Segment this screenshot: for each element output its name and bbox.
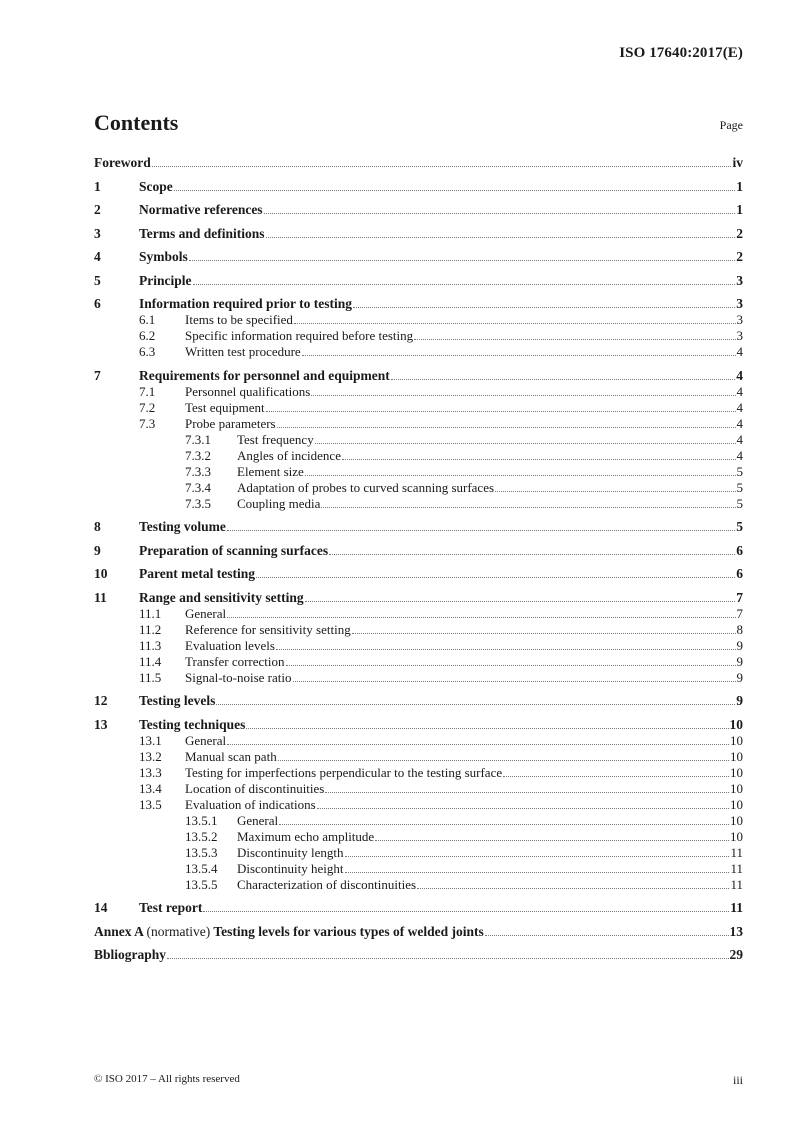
- toc-entry-page: 3: [736, 272, 743, 288]
- toc-entry[interactable]: [94, 179, 743, 195]
- toc-entry-page: 8: [736, 621, 743, 637]
- toc-entry-title: Parent metal testing: [139, 566, 255, 581]
- toc-entry-page: 6: [736, 542, 743, 558]
- toc-entry[interactable]: [94, 312, 743, 328]
- toc-entry[interactable]: [94, 480, 743, 496]
- toc-entry-number: 9: [94, 542, 101, 558]
- toc-entry-number: 6.1: [139, 312, 156, 327]
- toc-entry[interactable]: [94, 900, 743, 916]
- dot-leader: [266, 237, 736, 238]
- toc-entry-title: Transfer correction: [185, 653, 285, 669]
- toc-entry-number: 13.1: [139, 732, 162, 748]
- toc-entry-number: 11.5: [139, 669, 162, 685]
- toc-entry[interactable]: [94, 543, 743, 559]
- dot-leader: [317, 808, 729, 809]
- toc-entry-page: 5: [736, 463, 743, 479]
- toc-entry-number: 4: [94, 249, 101, 264]
- toc-entry-page: 6: [736, 566, 743, 581]
- toc-entry-number: 6: [94, 296, 101, 311]
- toc-entry-page: 10: [730, 764, 743, 780]
- toc-entry-title: Bbliography: [94, 947, 167, 962]
- toc-entry-page: 2: [736, 249, 743, 264]
- dot-leader: [193, 284, 736, 285]
- toc-entry-page: 13: [729, 923, 743, 939]
- toc-entry-page: 9: [736, 669, 743, 685]
- toc-entry-page: 5: [736, 495, 743, 511]
- toc-entry-page: 29: [729, 947, 743, 962]
- dot-leader: [216, 704, 735, 705]
- dot-leader: [342, 459, 736, 460]
- dot-leader: [329, 554, 735, 555]
- toc-entry-number: 7.3: [139, 415, 156, 431]
- toc-entry-title: Characterization of discontinuities: [237, 876, 417, 892]
- toc-entry-title: [94, 924, 484, 940]
- toc-entry-number: 7.3.2: [185, 447, 211, 463]
- toc-entry-page: 4: [736, 399, 743, 415]
- toc-entry-page: iv: [732, 155, 743, 170]
- toc-entry[interactable]: [94, 226, 743, 242]
- toc-entry[interactable]: [94, 344, 743, 360]
- toc-entry-page: 7: [736, 589, 743, 605]
- toc-entry-number: 13.5.2: [185, 828, 218, 844]
- toc-entry[interactable]: [94, 368, 743, 384]
- toc-entry[interactable]: [94, 829, 743, 845]
- dot-leader: [189, 260, 735, 261]
- toc-entry[interactable]: [94, 519, 743, 535]
- toc-entry-number: 13.3: [139, 764, 162, 780]
- toc-entry-number: 7.3.3: [185, 463, 211, 479]
- toc-entry-title: Test equipment: [185, 399, 265, 415]
- toc-entry-number: 13.5.3: [185, 844, 218, 860]
- toc-entry[interactable]: [94, 670, 743, 686]
- toc-entry-title: General: [185, 732, 227, 748]
- toc-entry[interactable]: [94, 749, 743, 765]
- table-of-contents: [94, 155, 743, 963]
- toc-entry-number: 1: [94, 178, 101, 194]
- toc-entry-title: Element size: [237, 463, 304, 479]
- annex-title: Testing levels for various types of welded joints: [213, 923, 484, 939]
- dot-leader: [391, 379, 735, 380]
- toc-entry-title: Adaptation of probes to curved scanning surfaces: [237, 479, 495, 495]
- toc-entry[interactable]: [94, 606, 743, 622]
- toc-entry-title: Specific information required before testing: [185, 328, 414, 343]
- toc-entry[interactable]: [94, 877, 743, 893]
- toc-entry-page: 4: [736, 415, 743, 431]
- dot-leader: [495, 491, 735, 492]
- toc-entry-page: 10: [730, 828, 743, 844]
- dot-leader: [279, 824, 729, 825]
- toc-entry-number: 11.4: [139, 653, 162, 669]
- document-id: ISO 17640:2017(E): [619, 45, 743, 61]
- toc-entry[interactable]: [94, 416, 743, 432]
- dot-leader: [417, 888, 729, 889]
- dot-leader: [345, 856, 730, 857]
- toc-entry-title: Angles of incidence: [237, 447, 341, 463]
- toc-entry-title: Scope: [139, 178, 173, 194]
- dot-leader: [246, 728, 728, 729]
- dot-leader: [325, 792, 729, 793]
- dot-leader: [264, 213, 736, 214]
- toc-entry-title: Requirements for personnel and equipment: [139, 367, 390, 383]
- toc-entry[interactable]: [94, 590, 743, 606]
- toc-entry-number: 8: [94, 519, 101, 534]
- toc-entry[interactable]: [94, 797, 743, 813]
- toc-entry[interactable]: [94, 924, 743, 940]
- toc-entry-title: Coupling media: [237, 495, 321, 511]
- dot-leader: [256, 577, 735, 578]
- toc-entry-page: 11: [730, 860, 743, 876]
- dot-leader: [277, 427, 736, 428]
- toc-entry[interactable]: [94, 781, 743, 797]
- toc-entry-number: 3: [94, 225, 101, 241]
- toc-entry-title: Testing volume: [139, 519, 226, 534]
- dot-leader: [414, 339, 735, 340]
- toc-entry-number: 7.2: [139, 399, 156, 415]
- toc-entry[interactable]: [94, 813, 743, 829]
- toc-entry-title: Evaluation of indications: [185, 796, 316, 812]
- toc-entry-number: 11.3: [139, 637, 162, 653]
- toc-entry-title: Personnel qualifications: [185, 383, 311, 399]
- toc-entry-number: 7.3.4: [185, 479, 211, 495]
- toc-entry[interactable]: [94, 496, 743, 512]
- dot-leader: [266, 411, 736, 412]
- dot-leader: [305, 601, 736, 602]
- toc-entry-page: 5: [736, 519, 743, 534]
- toc-entry[interactable]: [94, 654, 743, 670]
- footer-page-number: iii: [732, 1073, 743, 1087]
- toc-entry-page: 10: [729, 716, 743, 732]
- toc-entry-number: 2: [94, 202, 101, 217]
- toc-entry[interactable]: [94, 328, 743, 344]
- toc-entry-number: 12: [94, 693, 108, 708]
- toc-entry-title: Principle: [139, 272, 192, 288]
- toc-entry-page: 10: [730, 748, 743, 764]
- dot-leader: [286, 665, 736, 666]
- toc-entry-title: Terms and definitions: [139, 225, 265, 241]
- toc-entry-title: Testing techniques: [139, 716, 246, 732]
- page-column-label: Page: [719, 118, 743, 132]
- toc-entry-title: General: [237, 812, 279, 828]
- toc-entry-number: 6.3: [139, 344, 156, 359]
- dot-leader: [227, 530, 735, 531]
- dot-leader: [302, 355, 736, 356]
- dot-leader: [485, 935, 729, 936]
- toc-entry-number: 7.1: [139, 383, 156, 399]
- toc-entry[interactable]: [94, 693, 743, 709]
- toc-entry-page: 1: [736, 202, 743, 217]
- toc-entry-number: 10: [94, 566, 108, 581]
- toc-entry-page: 10: [730, 812, 743, 828]
- dot-leader: [203, 911, 729, 912]
- toc-entry-number: 13.4: [139, 780, 162, 796]
- toc-entry-number: 13.5: [139, 796, 162, 812]
- dot-leader: [321, 507, 735, 508]
- toc-entry-title: Manual scan path: [185, 748, 277, 764]
- dot-leader: [276, 649, 736, 650]
- toc-entry-page: 9: [736, 693, 743, 708]
- toc-entry[interactable]: [94, 861, 743, 877]
- toc-entry[interactable]: [94, 622, 743, 638]
- toc-entry-title: Testing for imperfections perpendicular to the testing surface: [185, 764, 503, 780]
- dot-leader: [174, 190, 736, 191]
- dot-leader: [293, 681, 736, 682]
- toc-entry[interactable]: [94, 638, 743, 654]
- toc-entry-title: Written test procedure: [185, 344, 301, 359]
- toc-entry[interactable]: [94, 400, 743, 416]
- toc-entry-page: 10: [730, 732, 743, 748]
- dot-leader: [152, 166, 732, 167]
- toc-entry-page: 4: [736, 344, 743, 359]
- toc-entry-number: 14: [94, 900, 108, 915]
- toc-entry[interactable]: [94, 296, 743, 312]
- annex-type: (normative): [146, 923, 211, 939]
- toc-entry-number: 7.3.1: [185, 431, 211, 447]
- toc-entry-title: Testing levels: [139, 693, 216, 708]
- toc-entry-title: Maximum echo amplitude: [237, 828, 375, 844]
- dot-leader: [305, 475, 736, 476]
- toc-entry-number: 13.5.4: [185, 860, 218, 876]
- toc-entry-number: 5: [94, 272, 101, 288]
- dot-leader: [311, 395, 735, 396]
- toc-entry-page: 3: [736, 312, 743, 327]
- toc-entry[interactable]: [94, 432, 743, 448]
- annex-label: Annex A: [94, 923, 144, 939]
- toc-entry-number: 11.1: [139, 605, 162, 621]
- toc-entry-title: Information required prior to testing: [139, 296, 352, 311]
- toc-entry-title: Location of discontinuities: [185, 780, 325, 796]
- toc-entry-page: 11: [730, 876, 743, 892]
- toc-entry-page: 2: [736, 225, 743, 241]
- toc-entry-page: 5: [736, 479, 743, 495]
- toc-entry-title: Test frequency: [237, 431, 314, 447]
- toc-entry-page: 9: [736, 637, 743, 653]
- toc-entry-title: General: [185, 605, 227, 621]
- toc-entry-page: 9: [736, 653, 743, 669]
- toc-entry-title: Symbols: [139, 249, 188, 264]
- dot-leader: [227, 617, 735, 618]
- toc-entry-title: Discontinuity height: [237, 860, 344, 876]
- dot-leader: [503, 776, 729, 777]
- toc-entry[interactable]: [94, 464, 743, 480]
- toc-entry-page: 10: [730, 780, 743, 796]
- toc-entry-page: 3: [736, 328, 743, 343]
- toc-entry[interactable]: [94, 845, 743, 861]
- dot-leader: [294, 323, 736, 324]
- toc-entry-page: 11: [730, 844, 743, 860]
- toc-entry-title: Evaluation levels: [185, 637, 275, 653]
- dot-leader: [375, 840, 729, 841]
- toc-entry-title: Preparation of scanning surfaces: [139, 542, 329, 558]
- toc-entry[interactable]: [94, 566, 743, 582]
- toc-entry-title: Normative references: [139, 202, 263, 217]
- toc-entry-title: Reference for sensitivity setting: [185, 621, 351, 637]
- toc-entry-number: 13.2: [139, 748, 162, 764]
- toc-entry[interactable]: [94, 202, 743, 218]
- toc-entry-page: 4: [736, 447, 743, 463]
- dot-leader: [278, 760, 729, 761]
- toc-entry-title: Probe parameters: [185, 415, 276, 431]
- toc-entry-number: 13: [94, 716, 108, 732]
- toc-entry[interactable]: [94, 249, 743, 265]
- toc-entry-page: 3: [736, 296, 743, 311]
- dot-leader: [167, 958, 728, 959]
- toc-entry[interactable]: [94, 765, 743, 781]
- toc-entry-number: 7: [94, 367, 101, 383]
- toc-entry-number: 13.5.5: [185, 876, 218, 892]
- toc-entry-page: 7: [736, 605, 743, 621]
- toc-entry-number: 6.2: [139, 328, 156, 343]
- toc-entry[interactable]: [94, 947, 743, 963]
- toc-entry[interactable]: [94, 155, 743, 171]
- toc-entry-title: Discontinuity length: [237, 844, 344, 860]
- toc-entry-title: Range and sensitivity setting: [139, 589, 304, 605]
- toc-entry-page: 4: [736, 431, 743, 447]
- toc-entry-number: 13.5.1: [185, 812, 218, 828]
- toc-entry[interactable]: [94, 448, 743, 464]
- toc-entry[interactable]: [94, 717, 743, 733]
- toc-entry-number: 11.2: [139, 621, 162, 637]
- toc-entry[interactable]: [94, 733, 743, 749]
- toc-entry-page: 4: [736, 367, 743, 383]
- toc-entry-title: Items to be specified: [185, 312, 293, 327]
- toc-entry[interactable]: [94, 384, 743, 400]
- toc-entry-page: 11: [730, 900, 743, 915]
- dot-leader: [345, 872, 730, 873]
- footer-copyright: © ISO 2017 – All rights reserved: [94, 1073, 240, 1085]
- toc-entry-number: 7.3.5: [185, 495, 211, 511]
- toc-entry-page: 4: [736, 383, 743, 399]
- toc-entry-number: 11: [94, 589, 107, 605]
- toc-entry-title: Signal-to-noise ratio: [185, 669, 292, 685]
- toc-entry[interactable]: [94, 273, 743, 289]
- dot-leader: [352, 633, 736, 634]
- contents-heading: Contents: [94, 110, 179, 135]
- dot-leader: [227, 744, 729, 745]
- dot-leader: [315, 443, 736, 444]
- toc-entry-title: Test report: [139, 900, 203, 915]
- dot-leader: [353, 307, 735, 308]
- toc-entry-title: Foreword: [94, 155, 151, 170]
- toc-entry-page: 10: [730, 796, 743, 812]
- toc-entry-page: 1: [736, 178, 743, 194]
